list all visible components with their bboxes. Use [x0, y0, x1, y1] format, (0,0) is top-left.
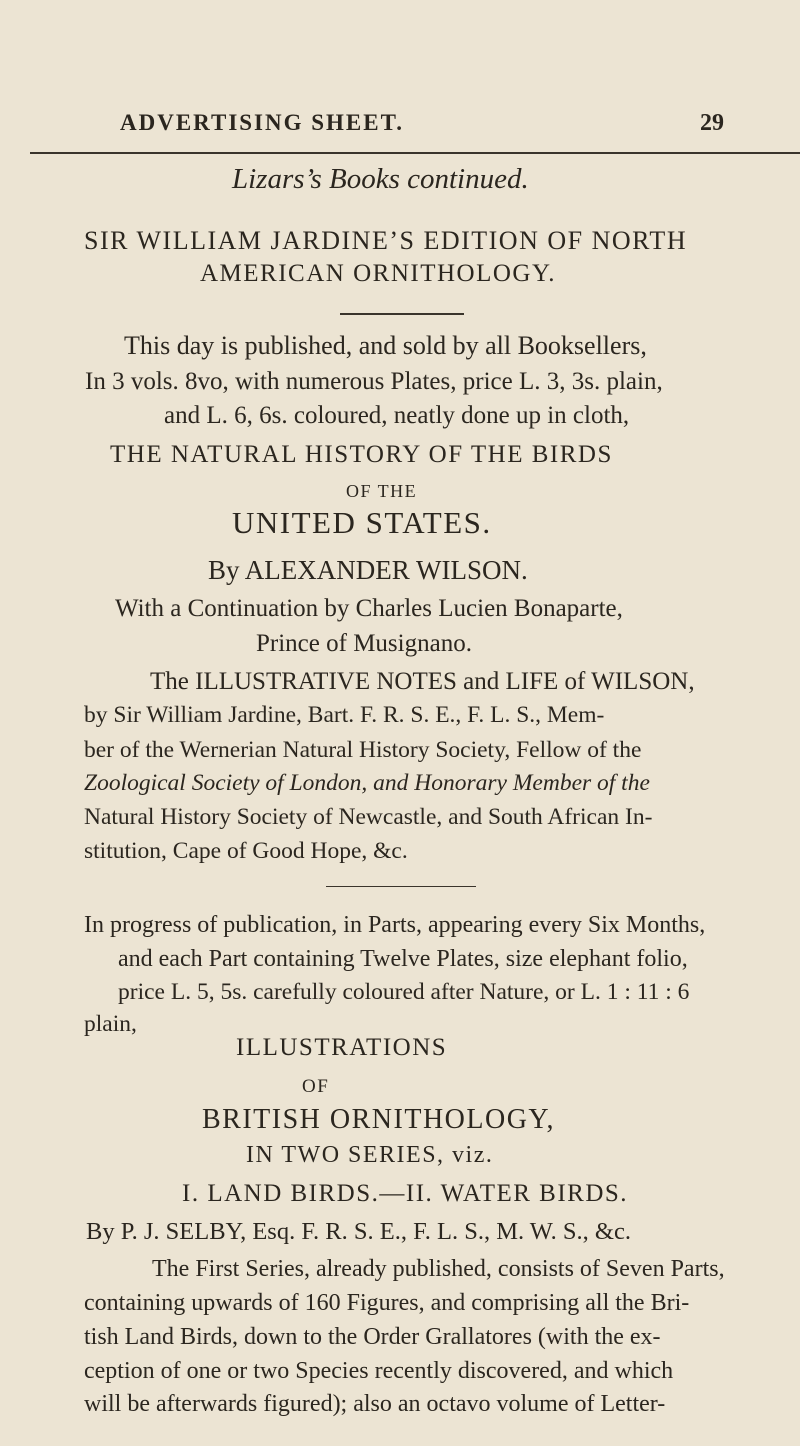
- selby-intro-line: and each Part containing Twelve Plates, size elephant folio,: [118, 946, 688, 972]
- selby-author: By P. J. SELBY, Esq. F. R. S. E., F. L. S., M. W. S., &c.: [86, 1218, 631, 1245]
- selby-title-line-5: I. LAND BIRDS.—II. WATER BIRDS.: [182, 1180, 629, 1207]
- selby-title-line-3: BRITISH ORNITHOLOGY,: [202, 1104, 556, 1135]
- top-rule: [30, 152, 800, 154]
- running-head-title: ADVERTISING SHEET.: [120, 110, 405, 135]
- running-head: [0, 110, 800, 150]
- short-rule-2: [326, 886, 476, 887]
- wilson-notes-line: by Sir William Jardine, Bart. F. R. S. E., F. L. S., Mem-: [84, 702, 605, 728]
- wilson-title-line-2: OF THE: [346, 481, 418, 501]
- wilson-published-line: This day is published, and sold by all Booksellers,: [124, 331, 647, 360]
- selby-title-line-1: ILLUSTRATIONS: [236, 1034, 448, 1061]
- heading-line-2: AMERICAN ORNITHOLOGY.: [200, 260, 557, 287]
- short-rule-1: [340, 313, 464, 315]
- wilson-notes-line: ber of the Wernerian Natural History Society, Fellow of the: [84, 737, 642, 763]
- selby-intro-line: price L. 5, 5s. carefully coloured after Nature, or L. 1 : 11 : 6: [118, 979, 690, 1005]
- wilson-author: By ALEXANDER WILSON.: [208, 555, 528, 585]
- wilson-volumes-line: In 3 vols. 8vo, with numerous Plates, price L. 3, 3s. plain,: [85, 368, 663, 395]
- wilson-price-line: and L. 6, 6s. coloured, neatly done up in cloth,: [164, 402, 630, 429]
- selby-body-line: ception of one or two Species recently discovered, and which: [84, 1358, 674, 1384]
- wilson-notes-line: The ILLUSTRATIVE NOTES and LIFE of WILSON,: [150, 668, 695, 695]
- wilson-prince: Prince of Musignano.: [256, 630, 472, 657]
- wilson-continuation: With a Continuation by Charles Lucien Bonaparte,: [115, 595, 623, 622]
- wilson-title-line-3: UNITED STATES.: [232, 505, 492, 540]
- wilson-title-line-1: THE NATURAL HISTORY OF THE BIRDS: [110, 441, 613, 468]
- selby-body-line: tish Land Birds, down to the Order Grallatores (with the ex-: [84, 1324, 661, 1350]
- selby-intro-line: In progress of publication, in Parts, appearing every Six Months,: [84, 912, 706, 938]
- selby-body-line: The First Series, already published, consists of Seven Parts,: [152, 1256, 725, 1282]
- selby-title-line-4: IN TWO SERIES, viz.: [246, 1142, 494, 1168]
- wilson-notes-line: Natural History Society of Newcastle, and South African In-: [84, 804, 653, 830]
- selby-body-line: containing upwards of 160 Figures, and comprising all the Bri-: [84, 1290, 690, 1316]
- wilson-notes-line: Zoological Society of London, and Honorary Member of the: [84, 770, 650, 796]
- heading-line-1: SIR WILLIAM JARDINE’S EDITION OF NORTH: [84, 226, 688, 255]
- selby-intro-line: plain,: [84, 1011, 137, 1037]
- section-title: Lizars’s Books continued.: [232, 163, 529, 195]
- page-number: 29: [700, 110, 724, 136]
- selby-body-line: will be afterwards figured); also an octavo volume of Letter-: [84, 1391, 666, 1417]
- selby-title-line-2: OF: [302, 1076, 330, 1097]
- wilson-notes-line: stitution, Cape of Good Hope, &c.: [84, 838, 408, 864]
